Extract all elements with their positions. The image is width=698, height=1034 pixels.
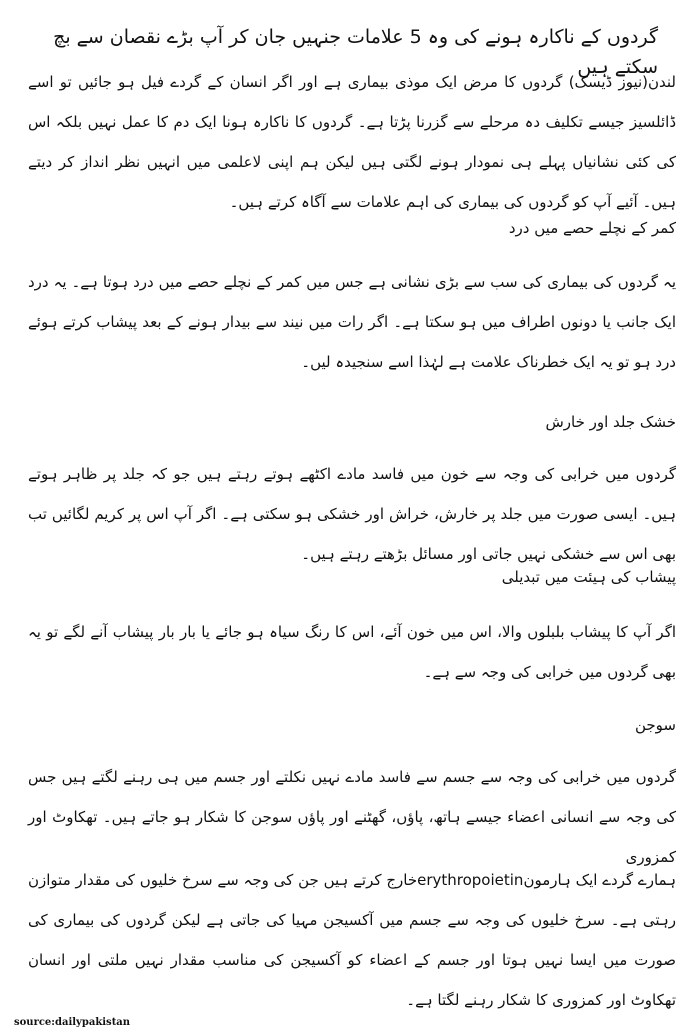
section-body-swelling: گردوں میں خرابی کی وجہ سے جسم سے فاسد مادے نہیں نکلتے اور جسم میں ہی رہنے لگتے ہیں جس کی وجہ سے انسانی اعضاء جیسے ہاتھ، پاؤں، گھٹنے اور پاؤں سوجن کا شکار ہو جاتے ہیں۔ تھکاوٹ اور کمزوری [28, 768, 676, 866]
hormone-term: erythropoietin [417, 871, 524, 889]
section-body-urine-change: اگر آپ کا پیشاب بلبلوں والا، اس میں خون آئے، اس کا رنگ سیاہ ہو جائے یا بار بار پیشاب آنے لگے تو یہ بھی گردوں میں خرابی کی وجہ سے ہے۔ [28, 623, 676, 681]
source-credit: source:dailypakistan [14, 1017, 131, 1028]
intro-paragraph: لندن(نیوز ڈیسک) گردوں کا مرض ایک موذی بیماری ہے اور اگر انسان کے گردے فیل ہو جائیں تو اسے ڈائلسیز جیسے تکلیف دہ مرحلے سے گزرنا پڑتا ہے۔ گردوں کا ناکارہ ہونا ایک دم کا عمل نہیں بلکہ اس کی کئی نشانیاں پہلے ہی نمودار ہونے لگتی ہیں لیکن ہم اپنی لاعلمی میں انہیں نظر انداز کر دیتے ہیں۔ آئیے آپ کو گردوں کی بیماری کی اہم علامات سے آگاہ کرتے ہیں۔ [28, 73, 676, 211]
section-heading-urine-change: پیشاب کی ہیئت میں تبدیلی [501, 568, 676, 586]
closing-paragraph [28, 860, 676, 1020]
section-heading-back-pain: کمر کے نچلے حصے میں درد [508, 219, 676, 237]
section-heading-dry-skin: خشک جلد اور خارش [545, 413, 676, 431]
section-body-dry-skin: گردوں میں خرابی کی وجہ سے خون میں فاسد مادے اکٹھے ہوتے رہتے ہیں جو کہ جلد پر ظاہر ہوتے ہیں۔ ایسی صورت میں جلد پر خارش، خراش اور خشکی ہو سکتی ہے۔ اگر آپ اس پر کریم لگائیں تب بھی اس سے خشکی نہیں جاتی اور مسائل بڑھتے رہتے ہیں۔ [28, 465, 676, 563]
closing-text-before: ہمارے گردے ایک ہارمون [523, 871, 676, 889]
section-body-back-pain: یہ گردوں کی بیماری کی سب سے بڑی نشانی ہے جس میں کمر کے نچلے حصے میں درد ہوتا ہے۔ یہ درد ایک جانب یا دونوں اطراف میں ہو سکتا ہے۔ اگر رات میں نیند سے بیدار ہونے کے بعد پیشاب کرتے ہوئے درد ہو تو یہ ایک خطرناک علامت ہے لہٰذا اسے سنجیدہ لیں۔ [28, 273, 676, 371]
closing-text-after: خارج کرتے ہیں جن کی وجہ سے سرخ خلیوں کی مقدار متوازن رہتی ہے۔ سرخ خلیوں کی وجہ سے جسم میں آکسیجن مہیا کی جاتی ہے لیکن گردوں کی بیماری کی صورت میں ایسا نہیں ہوتا اور جسم کے اعضاء کو آکسیجن کی مناسب مقدار نہیں ملتی اور انسان تھکاوٹ اور کمزوری کا شکار رہنے لگتا ہے۔ [28, 871, 676, 1009]
section-heading-swelling: سوجن [634, 716, 676, 734]
article-title: گردوں کے ناکارہ ہونے کی وہ 5 علامات جنہیں جان کر آپ بڑے نقصان سے بچ سکتے ہیں [53, 26, 658, 78]
